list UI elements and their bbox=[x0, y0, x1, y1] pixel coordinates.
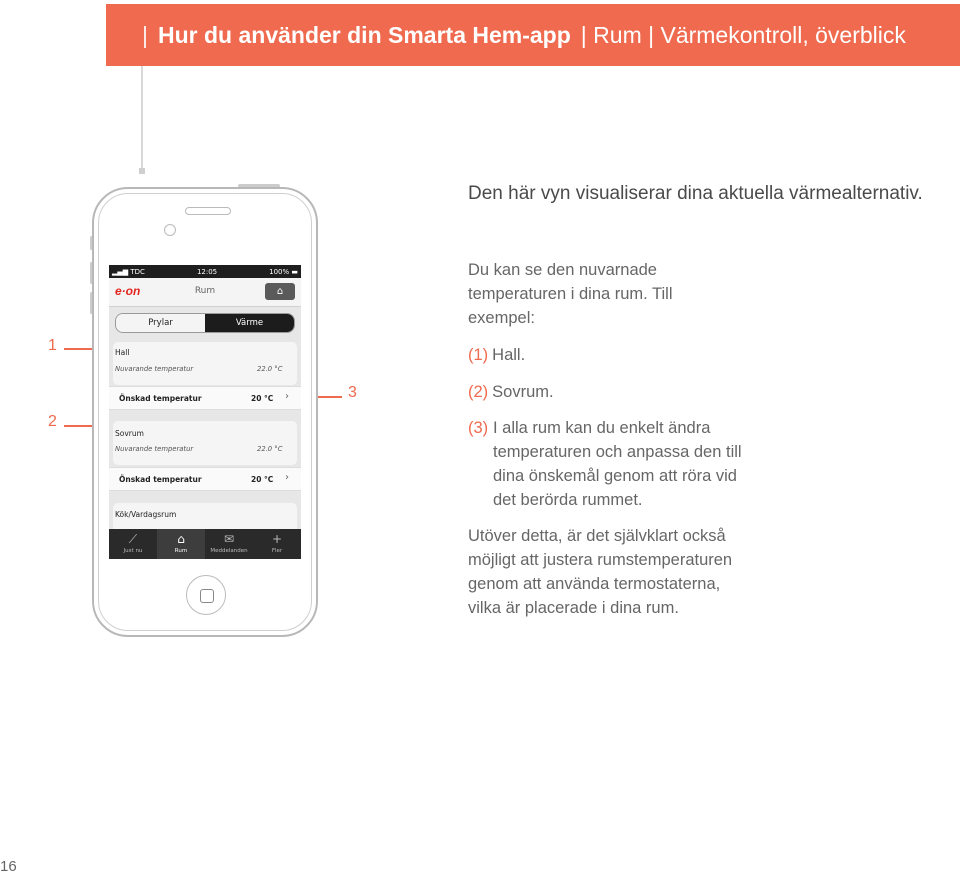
room-card-sovrum[interactable] bbox=[113, 421, 297, 465]
paragraph-1: Du kan se den nuvarnade temperaturen i dina rum. Till exempel: bbox=[468, 261, 673, 327]
room-card-hall[interactable] bbox=[113, 342, 297, 385]
header-separator: | bbox=[142, 21, 148, 48]
segment-varme[interactable]: Värme bbox=[205, 314, 294, 332]
status-bar bbox=[109, 265, 301, 278]
decorative-dot bbox=[139, 168, 145, 174]
chart-icon: ⟋ bbox=[128, 532, 138, 546]
list-item-2 bbox=[468, 380, 554, 404]
current-temp-label: Nuvarande temperatur bbox=[115, 445, 194, 453]
segmented-control bbox=[115, 313, 295, 333]
house-icon: ⌂ bbox=[177, 532, 185, 546]
signal-icon: ▂▄▆ bbox=[112, 267, 131, 276]
desired-temp-label: Önskad temperatur bbox=[119, 475, 202, 484]
list-number: (2) bbox=[468, 383, 489, 401]
nav-bar bbox=[109, 278, 301, 307]
intro-text: Den här vyn visualiserar dina aktuella värmealternativ. bbox=[468, 183, 923, 204]
battery-icon: ▬ bbox=[291, 267, 298, 276]
eon-logo: e·on bbox=[115, 284, 141, 298]
desired-temp-value: 20 °C bbox=[251, 394, 274, 403]
chevron-right-icon: › bbox=[285, 472, 289, 483]
chevron-right-icon: › bbox=[285, 391, 289, 402]
status-time: 12:05 bbox=[196, 267, 218, 276]
home-settings-icon[interactable]: ⌂ bbox=[265, 283, 295, 300]
tab-bar bbox=[109, 529, 301, 559]
callout-number-3: 3 bbox=[348, 384, 357, 401]
callout-number-1: 1 bbox=[48, 337, 57, 354]
list-item-1 bbox=[468, 343, 525, 367]
callout-number-2: 2 bbox=[48, 413, 57, 430]
room-name: Sovrum bbox=[115, 429, 144, 438]
battery-label: 100% ▬ bbox=[269, 267, 298, 276]
current-temp-value: 22.0 °C bbox=[257, 365, 283, 373]
home-square-icon bbox=[200, 589, 214, 603]
tab-rum[interactable]: ⌂ Rum bbox=[157, 529, 205, 559]
desired-temp-label: Önskad temperatur bbox=[119, 394, 202, 403]
phone-screen bbox=[109, 265, 301, 559]
list-item-3 bbox=[468, 416, 742, 509]
carrier-label: ▂▄▆ TDC bbox=[112, 267, 145, 276]
desired-temp-row[interactable] bbox=[109, 467, 301, 491]
segment-prylar[interactable]: Prylar bbox=[116, 314, 205, 332]
current-temp-label: Nuvarande temperatur bbox=[115, 365, 194, 373]
plus-icon: + bbox=[271, 532, 283, 546]
camera-icon bbox=[164, 224, 176, 236]
desired-temp-row[interactable] bbox=[109, 386, 301, 410]
page-number: 16 bbox=[0, 858, 17, 875]
paragraph-2: Utöver detta, är det självklart också möjligt att justera rumstemperaturen genom att använda termostaterna, vilka är placerade i dina rum. bbox=[468, 527, 733, 617]
header-banner bbox=[106, 4, 960, 66]
header-subtitle: | Rum | Värmekontroll, överblick bbox=[580, 21, 906, 48]
list-text: I alla rum kan du enkelt ändra temperaturen och anpassa den till dina önskemål genom att röra vid det berörda rummet. bbox=[493, 419, 742, 509]
room-name: Kök/Vardagsrum bbox=[115, 510, 177, 519]
list-text: Sovrum. bbox=[492, 383, 554, 401]
current-temp-value: 22.0 °C bbox=[257, 445, 283, 453]
mail-icon: ✉ bbox=[223, 532, 235, 546]
speaker-icon bbox=[185, 207, 231, 215]
nav-title: Rum bbox=[194, 286, 216, 296]
room-name: Hall bbox=[115, 348, 130, 357]
list-number: (1) bbox=[468, 346, 489, 364]
tab-fler[interactable]: + Fler bbox=[253, 529, 301, 559]
header-title: Hur du använder din Smarta Hem-app bbox=[157, 21, 571, 48]
decorative-line bbox=[141, 66, 143, 170]
list-text: Hall. bbox=[492, 346, 526, 364]
desired-temp-value: 20 °C bbox=[251, 475, 274, 484]
tab-just-nu[interactable]: ⟋ Just nu bbox=[109, 529, 157, 559]
list-number: (3) bbox=[468, 419, 489, 437]
tab-meddelanden[interactable]: ✉ Meddelanden bbox=[205, 529, 253, 559]
